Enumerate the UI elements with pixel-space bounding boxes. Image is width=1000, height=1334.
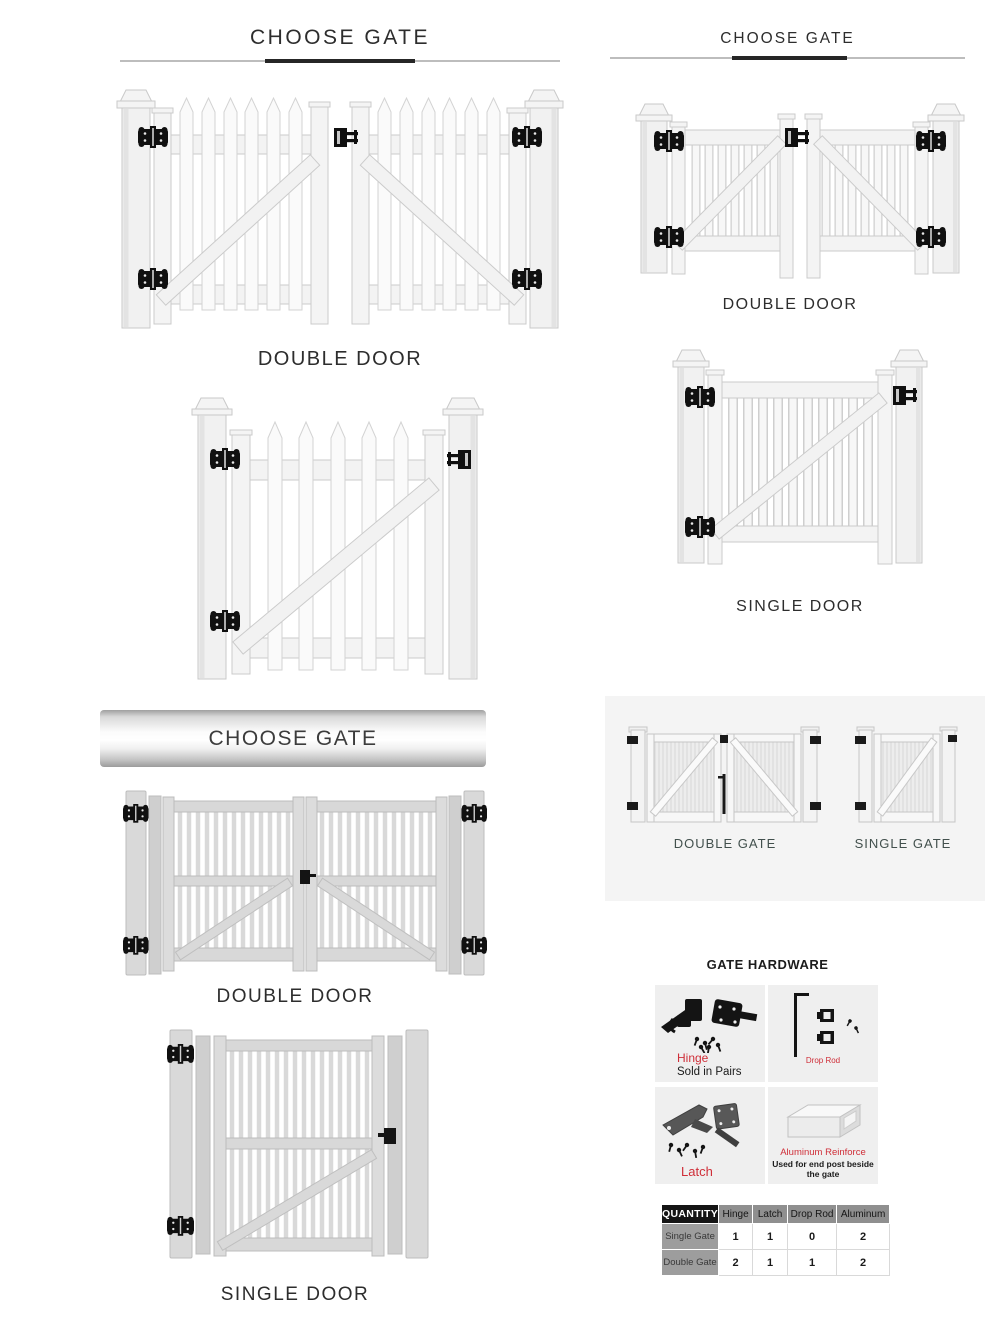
table-header-hinge: Hinge bbox=[719, 1205, 753, 1224]
rail-double-door-label: DOUBLE DOOR bbox=[722, 296, 858, 313]
single-gate-latch-qty: 1 bbox=[753, 1224, 788, 1250]
single-gate-aluminum-qty: 2 bbox=[837, 1224, 890, 1250]
table-header-latch: Latch bbox=[753, 1205, 788, 1224]
privacy-double-gate-label: DOUBLE GATE bbox=[673, 836, 777, 851]
hinge-note: Sold in Pairs bbox=[677, 1066, 742, 1078]
left-title-divider bbox=[120, 60, 560, 62]
quantity-table bbox=[661, 1204, 890, 1276]
hinge-name: Hinge bbox=[677, 1051, 709, 1065]
table-header-aluminum: Aluminum bbox=[837, 1205, 890, 1224]
double-gate-hinge-qty: 2 bbox=[719, 1250, 753, 1276]
table-header-drop-rod: Drop Rod bbox=[788, 1205, 837, 1224]
hardware-cell-aluminum bbox=[768, 1087, 878, 1184]
hardware-cell-hinge bbox=[655, 985, 765, 1082]
single-gate-drop-rod-qty: 0 bbox=[788, 1224, 837, 1250]
table-row-single-gate bbox=[662, 1224, 890, 1250]
right-section-title: CHOOSE GATE bbox=[720, 30, 855, 47]
rail-single-door-gate-image bbox=[655, 336, 945, 591]
aluminum-reinforce-hardware-icon bbox=[768, 1091, 878, 1147]
rail-single-door-label: SINGLE DOOR bbox=[736, 598, 864, 615]
row-label-double-gate: Double Gate bbox=[662, 1250, 719, 1276]
drop-rod-name: Drop Rod bbox=[805, 1056, 841, 1065]
latch-name: Latch bbox=[681, 1164, 713, 1179]
table-header-row bbox=[662, 1205, 890, 1224]
privacy-single-gate-image bbox=[853, 720, 961, 830]
right-title-divider bbox=[610, 57, 965, 59]
semi-privacy-double-door-label: DOUBLE DOOR bbox=[216, 986, 374, 1007]
table-row-double-gate bbox=[662, 1250, 890, 1276]
hardware-cell-latch bbox=[655, 1087, 765, 1184]
privacy-gates-panel bbox=[605, 696, 985, 901]
picket-single-door-gate-image bbox=[180, 386, 495, 694]
aluminum-name: Aluminum Reinforce bbox=[780, 1147, 866, 1158]
row-label-single-gate: Single Gate bbox=[662, 1224, 719, 1250]
semi-privacy-double-door-gate-image bbox=[116, 778, 494, 983]
double-gate-aluminum-qty: 2 bbox=[837, 1250, 890, 1276]
single-gate-hinge-qty: 1 bbox=[719, 1224, 753, 1250]
rail-double-door-gate-image bbox=[622, 88, 978, 293]
picket-double-door-label: DOUBLE DOOR bbox=[257, 348, 423, 370]
privacy-double-gate-image bbox=[623, 718, 825, 830]
hinge-hardware-icon bbox=[655, 989, 765, 1053]
latch-hardware-icon bbox=[655, 1089, 765, 1163]
semi-privacy-single-door-gate-image bbox=[158, 1016, 440, 1280]
double-gate-latch-qty: 1 bbox=[753, 1250, 788, 1276]
semi-privacy-single-door-label: SINGLE DOOR bbox=[220, 1284, 370, 1305]
drop-rod-hardware-icon bbox=[768, 985, 878, 1059]
table-header-quantity: QUANTITY bbox=[662, 1205, 719, 1224]
hardware-cell-drop-rod bbox=[768, 985, 878, 1082]
gate-hardware-title: GATE HARDWARE bbox=[706, 957, 829, 972]
choose-gate-banner: CHOOSE GATE bbox=[100, 710, 486, 767]
double-gate-drop-rod-qty: 1 bbox=[788, 1250, 837, 1276]
left-section-title: CHOOSE GATE bbox=[250, 26, 430, 49]
privacy-single-gate-label: SINGLE GATE bbox=[854, 836, 952, 851]
aluminum-note: Used for end post beside the gate bbox=[772, 1159, 874, 1179]
picket-double-door-gate-image bbox=[105, 82, 575, 337]
